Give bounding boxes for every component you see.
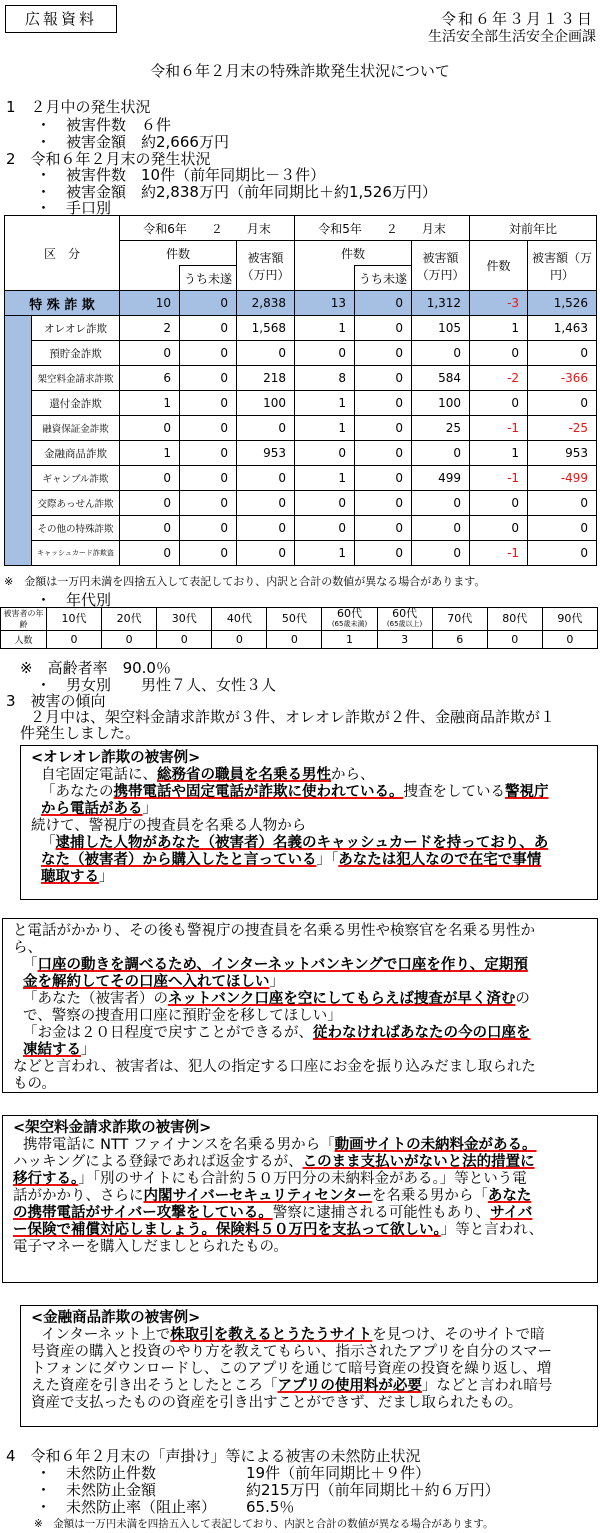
- table-cell: 0: [180, 366, 237, 391]
- table-cell: 0: [295, 491, 355, 516]
- row-label: ギャンブル詐欺: [32, 466, 120, 491]
- text: 」「: [316, 852, 339, 868]
- table-cell: 0: [295, 341, 355, 366]
- prevention-label: ・ 未然防止件数: [36, 1464, 157, 1482]
- table-cell: 0: [180, 541, 237, 566]
- age-count: 0: [157, 631, 212, 649]
- highlight: 移行する。: [13, 1171, 79, 1187]
- age-label: 10代: [61, 612, 87, 625]
- highlight: から電話がある: [41, 801, 143, 817]
- table-cell: 0: [470, 341, 528, 366]
- age-count: 0: [487, 631, 542, 649]
- table-cell: 0: [120, 491, 180, 516]
- table-cell: 0: [237, 341, 295, 366]
- text: ハッキングによる登録であれば返金するが、: [13, 1154, 303, 1170]
- table-cell: 1: [295, 416, 355, 441]
- highlight: 携帯電話や固定電話が詐欺に使われている。: [113, 784, 404, 800]
- group-spacer: [5, 316, 32, 566]
- table-cell: 1,463: [528, 316, 597, 341]
- text: 」等と言われ、: [440, 1222, 544, 1238]
- table-row: [5, 491, 597, 516]
- highlight: 警視庁: [505, 784, 549, 800]
- highlight: 口座の動きを調べるため、インターネットバンキングで口座を作り、定期預: [37, 957, 528, 973]
- table-cell: 1: [295, 466, 355, 491]
- table-cell: 499: [412, 466, 470, 491]
- table-cell: 0: [355, 541, 412, 566]
- section2-item: ・ 被害件数 10件（前年同期比－３件）: [36, 166, 326, 184]
- text: 話がかかり、さらに: [13, 1188, 144, 1204]
- table-cell: 0: [412, 516, 470, 541]
- fraud-type-table: [4, 215, 597, 566]
- table-cell: 10: [120, 291, 180, 316]
- press-release-badge: 広報資料: [5, 5, 117, 33]
- table-cell: -1: [470, 541, 528, 566]
- gender-breakdown: ・ 男女別 男性７人、女性３人: [36, 676, 277, 694]
- age-label: 90代: [557, 612, 583, 625]
- text: 」: [81, 1042, 96, 1058]
- age-count-label: 人数: [1, 631, 47, 649]
- row-label: 還付金詐欺: [32, 391, 120, 416]
- age-label: 20代: [116, 612, 142, 625]
- section4-heading: 4 令和６年２月末の「声掛け」等による被害の未然防止状況: [6, 1447, 421, 1465]
- row-label: 特 殊 詐 欺: [5, 291, 120, 316]
- age-column-header: [267, 608, 322, 631]
- table-cell: 0: [120, 541, 180, 566]
- age-row-label: 被害者の年齢: [1, 608, 47, 631]
- table-row: [5, 366, 597, 391]
- table-cell: 953: [237, 441, 295, 466]
- text: から、: [331, 767, 375, 783]
- table-cell: -499: [528, 466, 597, 491]
- prevention-value: 19件（前年同期比＋９件）: [246, 1464, 431, 1482]
- text: 携帯電話に NTT ファイナンスを名乗る男から「: [23, 1137, 335, 1153]
- table-row: [5, 541, 597, 566]
- highlight: ー保険で補償対応しましょう。保険料５０万円を支払って欲しい。: [13, 1222, 441, 1238]
- age-column-header: [157, 608, 212, 631]
- table-cell: 1,568: [237, 316, 295, 341]
- text: 」: [142, 801, 157, 817]
- table-cell: 1: [120, 391, 180, 416]
- highlight: 聴取する: [41, 869, 99, 885]
- department-name: 生活安全部生活安全企画課: [428, 29, 596, 45]
- table-cell: 2,838: [237, 291, 295, 316]
- age-sublabel: (65歳未満): [331, 620, 368, 628]
- table-cell: 0: [412, 341, 470, 366]
- table-row: [5, 516, 597, 541]
- table-cell: 0: [355, 466, 412, 491]
- table-cell: -366: [528, 366, 597, 391]
- table-cell: 0: [120, 341, 180, 366]
- table-cell: 0: [237, 516, 295, 541]
- damage-header: 被害額（万円）: [412, 241, 470, 291]
- age-count: 0: [102, 631, 157, 649]
- table-cell: 0: [237, 466, 295, 491]
- text: 」などと言われ暗号: [421, 1378, 553, 1394]
- table-cell: -1: [470, 466, 528, 491]
- table-cell: 0: [528, 516, 597, 541]
- text: もの。: [13, 1076, 56, 1092]
- table-cell: 1: [295, 316, 355, 341]
- age-label: 40代: [226, 612, 252, 625]
- unfinished-header: うち未遂: [355, 266, 412, 291]
- text: トフォンにダウンロードし、このアプリを通じて暗号資産の投資を繰り返し、増: [31, 1361, 552, 1377]
- damage-header: 被害額（万円）: [528, 241, 597, 291]
- release-date: 令和６年３月１３日: [440, 10, 594, 28]
- table-cell: 0: [355, 291, 412, 316]
- table-cell: 0: [180, 491, 237, 516]
- text: 「あなたの: [41, 784, 114, 800]
- table-cell: 0: [120, 466, 180, 491]
- text: 」「別のサイトにも合計約５０万円分の未納料金がある。」等という電: [78, 1171, 527, 1187]
- age-column-header: [102, 608, 157, 631]
- section2-item: ・ 被害金額 約2,838万円（前年同期比＋約1,526万円）: [36, 183, 437, 201]
- table-cell: 0: [295, 441, 355, 466]
- table-cell: 0: [528, 541, 597, 566]
- kubun-header: 区 分: [5, 216, 120, 291]
- age-column-header: [322, 608, 377, 631]
- table-cell: 1: [470, 316, 528, 341]
- text: インターネット上で: [41, 1327, 171, 1343]
- highlight: あなた: [487, 1188, 532, 1204]
- table-cell: 1,526: [528, 291, 597, 316]
- age-table: [0, 607, 598, 649]
- table-cell: 0: [470, 491, 528, 516]
- age-sublabel: (65歳以上): [386, 620, 423, 628]
- table-cell: -1: [470, 416, 528, 441]
- table-row: [5, 291, 597, 316]
- text: の: [515, 991, 530, 1007]
- highlight: 株取引を教えるとうたうサイト: [170, 1327, 373, 1343]
- text: 自宅固定電話に、: [41, 767, 157, 783]
- text: 」: [99, 869, 114, 885]
- age-count: 0: [542, 631, 597, 649]
- row-label: 融資保証金詐欺: [32, 416, 120, 441]
- age-heading: ・ 年代別: [36, 591, 112, 609]
- table-cell: 0: [180, 416, 237, 441]
- table-cell: 0: [355, 316, 412, 341]
- highlight: 動画サイトの未納料金がある。: [334, 1137, 537, 1153]
- text: 「: [41, 835, 56, 851]
- text: と電話がかかり、その後も警視庁の捜査員を名乗る男性や検察官を名乗る男性か: [13, 923, 535, 939]
- row-label: 架空料金請求詐欺: [32, 366, 120, 391]
- section2-item: ・ 手口別: [36, 199, 112, 217]
- table-cell: 8: [295, 366, 355, 391]
- table-row: [5, 441, 597, 466]
- age-count: 0: [212, 631, 267, 649]
- age-label: 50代: [281, 612, 307, 625]
- unfinished-header: うち未遂: [180, 266, 237, 291]
- highlight: の携帯電話がサイバー攻撃をしている。: [13, 1205, 273, 1221]
- section3-text: 件発生しました。: [20, 724, 141, 742]
- section3-text: ２月中は、架空料金請求詐欺が３件、オレオレ詐欺が２件、金融商品詐欺が１: [30, 708, 556, 726]
- row-label: 預貯金詐欺: [32, 341, 120, 366]
- age-column-header: [542, 608, 597, 631]
- table-cell: 0: [470, 391, 528, 416]
- count-header: 件数: [470, 241, 528, 291]
- age-count: 6: [432, 631, 487, 649]
- table-cell: 0: [180, 441, 237, 466]
- table-cell: 0: [180, 516, 237, 541]
- kakuu-example-box: [2, 1115, 598, 1283]
- table-cell: 2: [120, 316, 180, 341]
- row-label: その他の特殊詐欺: [32, 516, 120, 541]
- compare-header: 対前年比: [470, 216, 597, 241]
- r6-header: 令和6年 ２ 月末: [120, 216, 295, 241]
- table-cell: 0: [412, 441, 470, 466]
- table-cell: 0: [355, 366, 412, 391]
- r5-header: 令和5年 ２ 月末: [295, 216, 470, 241]
- highlight: あなたは犯人なので在宅で事情: [338, 852, 542, 868]
- elderly-rate: ※ 高齢者率 90.0％: [20, 659, 171, 677]
- count-header: 件数: [295, 241, 412, 266]
- highlight: 金を解約してその口座へ入れてほしい: [23, 974, 270, 990]
- table-cell: 0: [180, 341, 237, 366]
- prevention-value: 約215万円（前年同期比＋約６万円）: [246, 1481, 500, 1499]
- prevention-note: ※ 金額は一万円未満を四捨五入して表記しており、内訳と合計の数値が異なる場合があります。: [34, 1518, 494, 1530]
- text: 「お金は２０日程度で戻すことができるが、: [23, 1025, 313, 1041]
- table-cell: -2: [470, 366, 528, 391]
- text: で、警察の捜査用口座に預貯金を移してほしい」: [23, 1008, 342, 1024]
- table-cell: 0: [528, 391, 597, 416]
- section2-heading: 2 令和６年２月末の発生状況: [6, 150, 211, 168]
- table-cell: 0: [180, 291, 237, 316]
- table-cell: 953: [528, 441, 597, 466]
- row-label: 交際あっせん詐欺: [32, 491, 120, 516]
- text: 」: [269, 974, 284, 990]
- table-cell: 6: [120, 366, 180, 391]
- table-cell: 100: [237, 391, 295, 416]
- text: えた資産を引き出そうとしたところ「: [31, 1378, 278, 1394]
- text: ら、: [13, 940, 42, 956]
- table-cell: 100: [412, 391, 470, 416]
- table-cell: 0: [412, 491, 470, 516]
- age-label: 70代: [447, 612, 473, 625]
- highlight: 凍結する: [23, 1042, 81, 1058]
- row-label: オレオレ詐欺: [32, 316, 120, 341]
- text: を名乗る男から「: [371, 1188, 488, 1204]
- table-row: [5, 341, 597, 366]
- table-cell: 0: [412, 541, 470, 566]
- table-cell: 1: [295, 541, 355, 566]
- damage-header: 被害額（万円）: [237, 241, 295, 291]
- age-label: 60代: [392, 607, 418, 620]
- text: などと言われ、被害者は、犯人の指定する口座にお金を振り込みだまし取られた: [13, 1059, 536, 1075]
- table-cell: -3: [470, 291, 528, 316]
- row-label: キャッシュカード詐欺盗: [32, 541, 120, 566]
- highlight: 従わなければあなたの今の口座を: [313, 1025, 531, 1041]
- section1-item: ・ 被害金額 約2,666万円: [36, 133, 229, 151]
- table-cell: 13: [295, 291, 355, 316]
- table-cell: 218: [237, 366, 295, 391]
- table-cell: 0: [355, 416, 412, 441]
- age-count: 0: [47, 631, 102, 649]
- section3-heading: 3 被害の傾向: [6, 692, 106, 710]
- table-cell: 0: [120, 516, 180, 541]
- table-cell: 0: [355, 341, 412, 366]
- prevention-label: ・ 未然防止金額: [36, 1481, 157, 1499]
- table-cell: 0: [180, 466, 237, 491]
- table-row: [5, 391, 597, 416]
- highlight: なた（被害者）から購入したと言っている: [41, 852, 317, 868]
- age-column-header: [212, 608, 267, 631]
- table-cell: 0: [237, 416, 295, 441]
- table-cell: 0: [528, 341, 597, 366]
- count-header: 件数: [120, 241, 237, 266]
- section1-heading: 1 ２月中の発生状況: [6, 98, 151, 116]
- age-label: 30代: [171, 612, 197, 625]
- table-cell: 0: [355, 516, 412, 541]
- kinyu-example-box: [20, 1305, 598, 1427]
- text: 捜査をしている: [403, 784, 505, 800]
- table-row: [5, 466, 597, 491]
- table-cell: 0: [528, 491, 597, 516]
- table-cell: 0: [355, 441, 412, 466]
- text: を見つけ、そのサイトで暗: [372, 1327, 545, 1343]
- kakuu-title: <架空料金請求詐欺の被害例>: [13, 1120, 212, 1136]
- table-cell: 0: [470, 516, 528, 541]
- highlight: このまま支払いがないと法的措置に: [302, 1154, 535, 1170]
- text: 「あなた（被害者）の: [23, 991, 168, 1007]
- document-title: 令和６年２月末の特殊詐欺発生状況について: [150, 62, 450, 80]
- table-row: [5, 316, 597, 341]
- highlight: 内閣サイバーセキュリティセンター: [143, 1188, 372, 1204]
- age-label: 60代: [337, 607, 363, 620]
- age-count: 0: [267, 631, 322, 649]
- prevention-label: ・ 未然防止率（阻止率）: [36, 1498, 217, 1516]
- text: 資産で支払ったものの資産を引き出すことができず、だまし取られたもの。: [31, 1395, 523, 1411]
- table-cell: 25: [412, 416, 470, 441]
- table-cell: 0: [180, 391, 237, 416]
- highlight: 総務省の職員を名乗る男性: [157, 767, 331, 783]
- table-cell: 0: [355, 391, 412, 416]
- text: 警察に逮捕される可能性もあり、: [272, 1205, 491, 1221]
- oreore-title: <オレオレ詐欺の被害例>: [31, 750, 201, 766]
- age-column-header: [47, 608, 102, 631]
- table-cell: 0: [237, 541, 295, 566]
- text: 電子マネーを購入しだましとられたもの。: [13, 1239, 288, 1255]
- row-label: 金融商品詐欺: [32, 441, 120, 466]
- table-cell: 0: [180, 316, 237, 341]
- text: 続けて、警視庁の捜査員を名乗る人物から: [31, 818, 307, 834]
- table-cell: 1: [295, 391, 355, 416]
- table-note: ※ 金額は一万円未満を四捨五入して表記しており、内訳と合計の数値が異なる場合があります。: [4, 575, 486, 588]
- table-row: [5, 416, 597, 441]
- age-column-header: [487, 608, 542, 631]
- table-cell: 1,312: [412, 291, 470, 316]
- highlight: ネットバンク口座を空にしてもらえば捜査が早く済む: [168, 991, 516, 1007]
- table-cell: 0: [295, 516, 355, 541]
- kinyu-title: <金融商品詐欺の被害例>: [31, 1310, 201, 1326]
- table-cell: 584: [412, 366, 470, 391]
- section1-item: ・ 被害件数 ６件: [36, 116, 172, 134]
- table-cell: 0: [120, 416, 180, 441]
- oreore-example-box: [20, 745, 598, 900]
- age-column-header: [432, 608, 487, 631]
- text: 「: [23, 957, 38, 973]
- oreore-continued-box: [2, 918, 598, 1093]
- age-column-header: [377, 608, 432, 631]
- table-cell: 0: [237, 491, 295, 516]
- table-cell: -25: [528, 416, 597, 441]
- age-count: 1: [322, 631, 377, 649]
- age-count: 3: [377, 631, 432, 649]
- table-cell: 1: [120, 441, 180, 466]
- table-cell: 105: [412, 316, 470, 341]
- highlight: アプリの使用料が必要: [277, 1378, 422, 1394]
- text: 号資産の購入と投資のやり方を教えてもらい、指示されたアプリを自分のスマー: [31, 1344, 553, 1360]
- table-cell: 1: [470, 441, 528, 466]
- highlight: サイバ: [490, 1205, 533, 1221]
- prevention-value: 65.5％: [246, 1498, 295, 1516]
- table-cell: 0: [355, 491, 412, 516]
- highlight: 逮捕した人物があなた（被害者）名義のキャッシュカードを持っており、あ: [55, 835, 549, 851]
- age-label: 80代: [502, 612, 528, 625]
